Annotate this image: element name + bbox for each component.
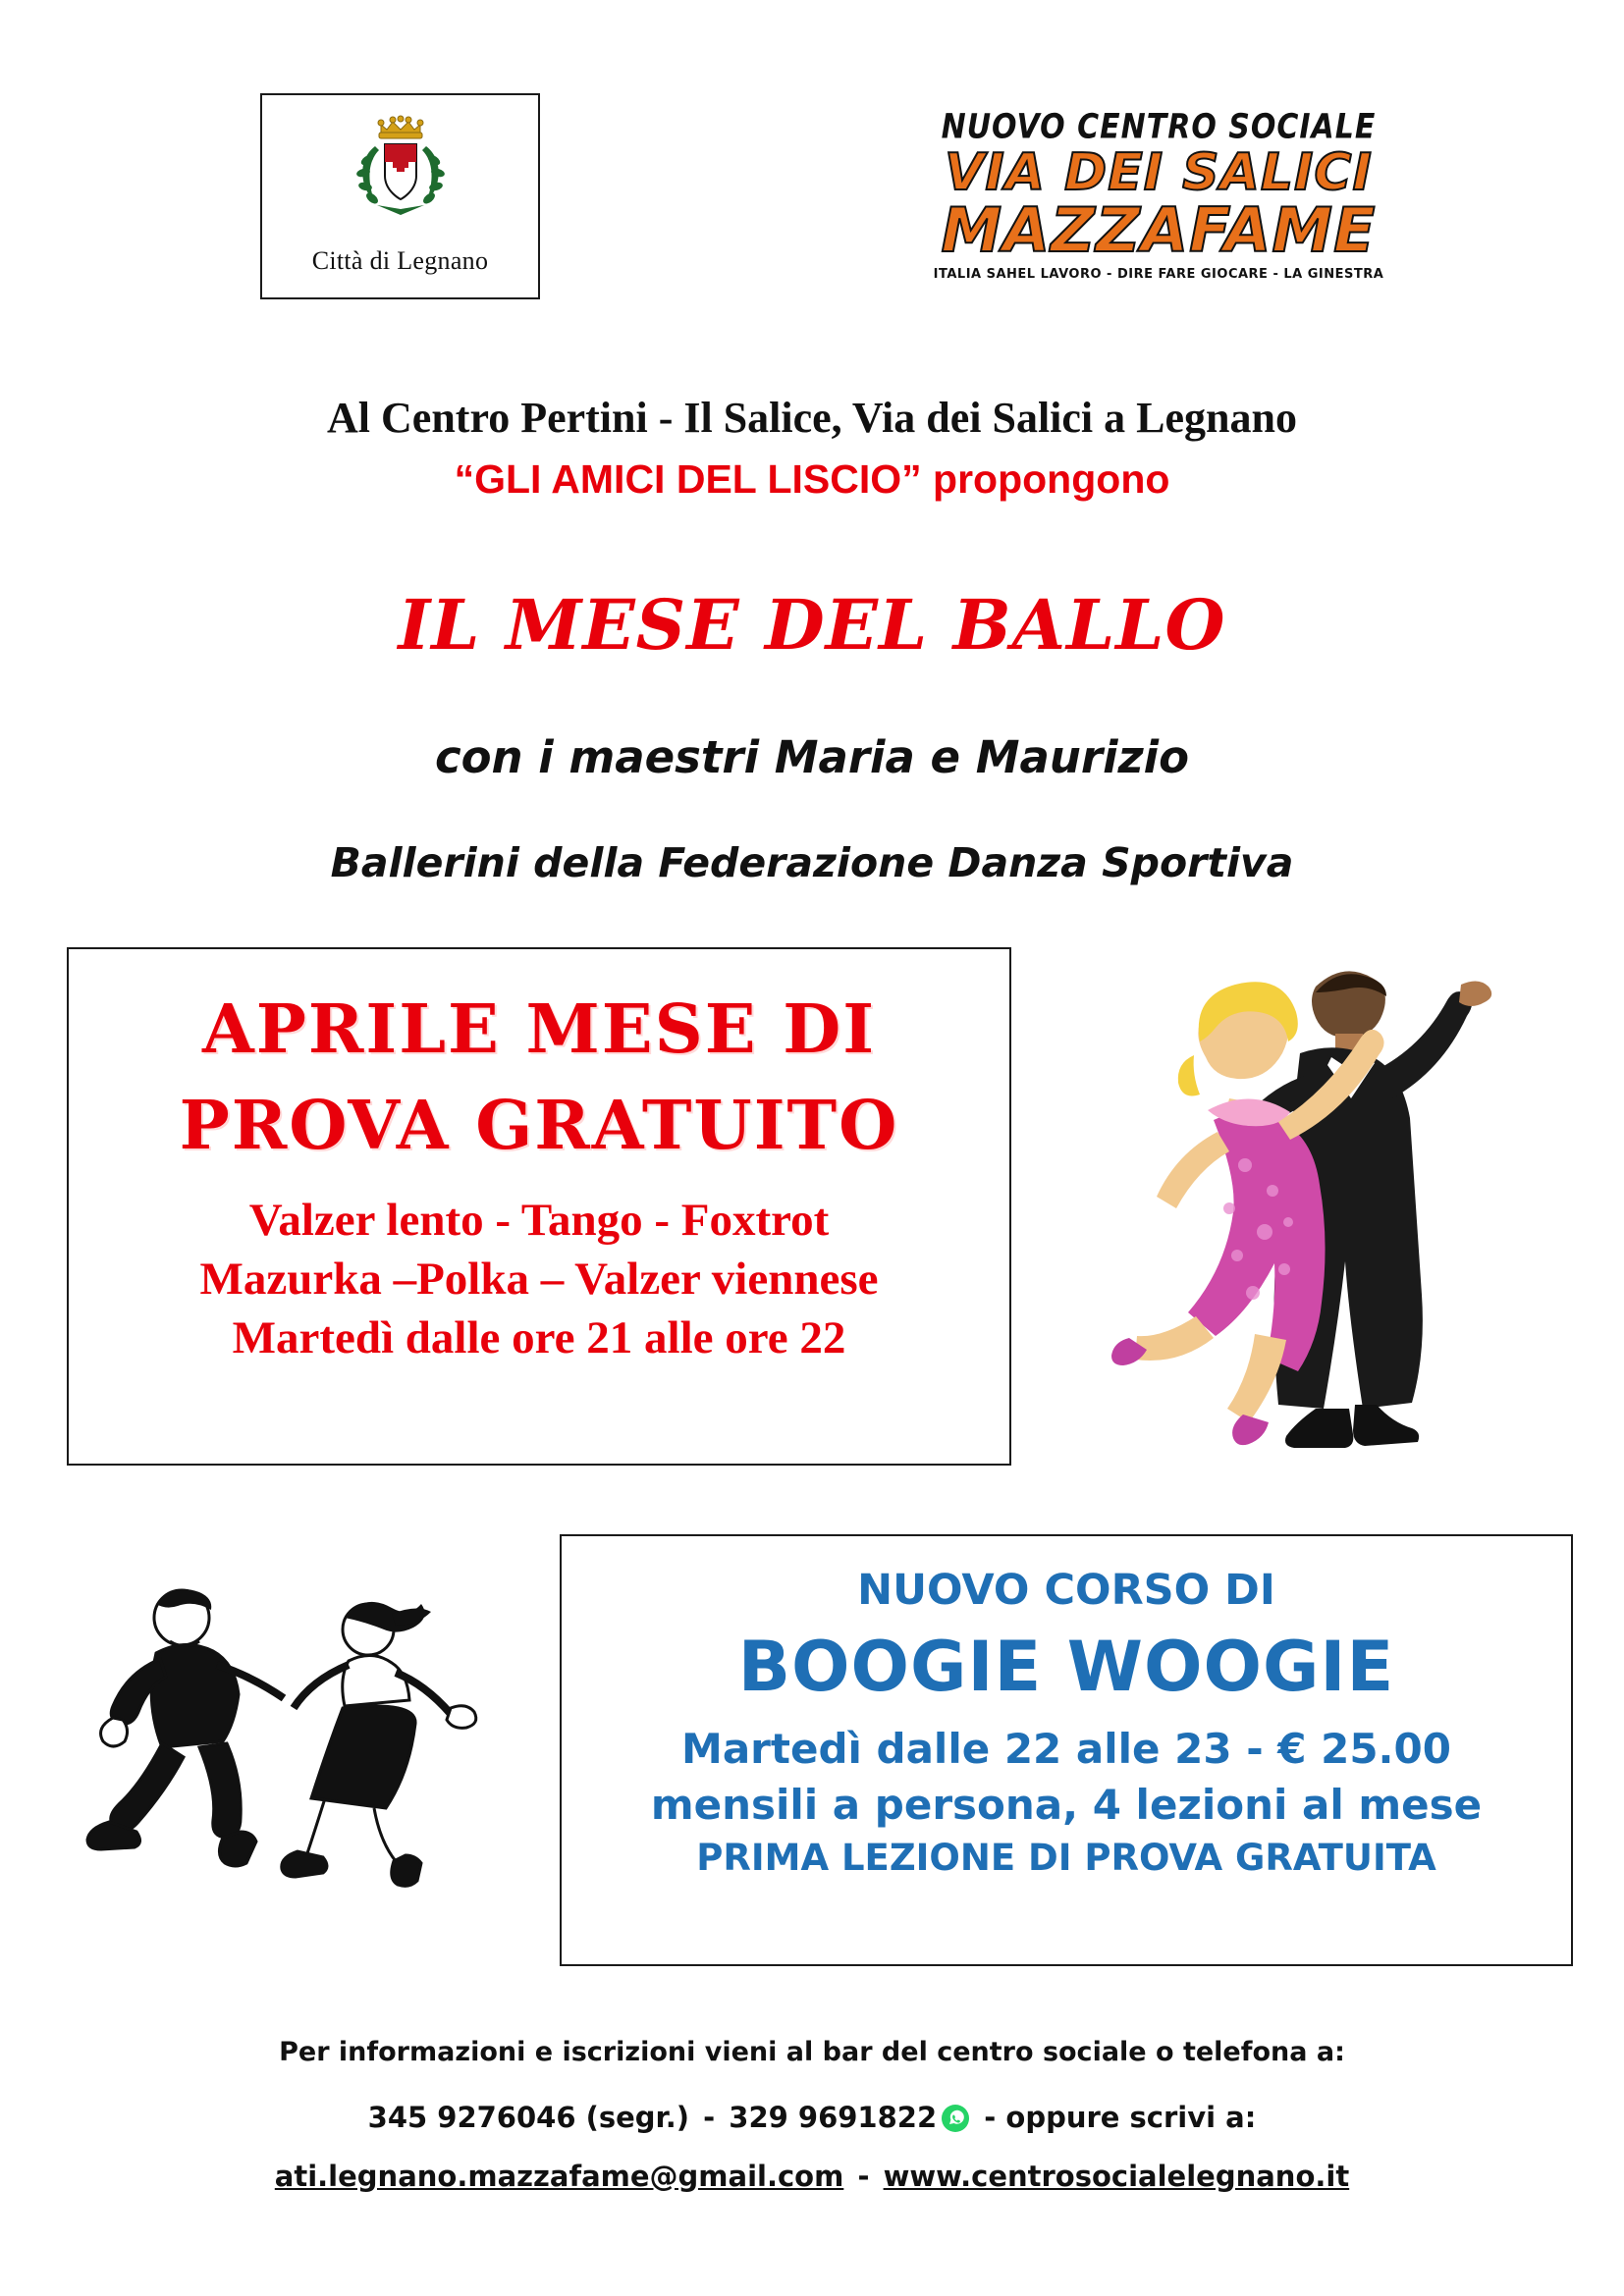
swing-couple-illustration (54, 1571, 565, 1983)
april-schedule: Martedì dalle ore 21 alle ore 22 (232, 1312, 846, 1364)
federation-heading: Ballerini della Federazione Danza Sportiva (330, 839, 1294, 886)
april-free-trial-box (67, 947, 1011, 1466)
page-title: IL MESE DEL BALLO (398, 584, 1226, 666)
boogie-course-box (560, 1534, 1573, 1966)
heraldic-crest-icon (332, 111, 469, 229)
footer-phones (0, 2101, 1624, 2140)
april-dances-2: Mazurka –Polka – Valzer viennese (199, 1254, 879, 1306)
footer-info-line: Per informazioni e iscrizioni vieni al bar del centro sociale o telefona a: (279, 2037, 1345, 2067)
center-logo-line1: NUOVO CENTRO SOCIALE (941, 107, 1377, 147)
whatsapp-icon (941, 2104, 970, 2140)
city-logo-caption: Città di Legnano (311, 246, 489, 275)
website-link[interactable]: www.centrosocialelegnano.it (883, 2160, 1350, 2193)
phone-2: 329 9691822 (729, 2101, 938, 2134)
boogie-schedule-price: Martedì dalle 22 alle 23 - € 25.00 (681, 1725, 1451, 1773)
center-logo-line2: VIA DEI SALICI (945, 143, 1373, 202)
contact-separator: - (857, 2160, 870, 2193)
phone-separator: - (703, 2101, 716, 2134)
boogie-line1: NUOVO CORSO DI (857, 1566, 1275, 1615)
april-line2: PROVA GRATUITO (179, 1087, 899, 1165)
teachers-heading: con i maestri Maria e Maurizio (434, 731, 1190, 783)
venue-heading: Al Centro Pertini - Il Salice, Via dei Salici a Legnano (327, 394, 1297, 442)
center-logo (913, 107, 1404, 282)
april-line1: APRILE MESE DI (201, 990, 877, 1069)
email-link[interactable]: ati.legnano.mazzafame@gmail.com (274, 2160, 844, 2193)
organizer-heading: “GLI AMICI DEL LISCIO” propongono (454, 456, 1170, 502)
boogie-monthly-info: mensili a persona, 4 lezioni al mese (650, 1781, 1483, 1829)
boogie-title: BOOGIE WOOGIE (737, 1627, 1395, 1707)
phone-1: 345 9276046 (segr.) (367, 2101, 689, 2134)
ballroom-couple-illustration (1021, 928, 1532, 1487)
city-logo-box (260, 93, 540, 299)
footer-contacts (0, 2160, 1624, 2193)
center-logo-line3: MAZZAFAME (941, 193, 1377, 266)
boogie-free-lesson: PRIMA LEZIONE DI PROVA GRATUITA (696, 1837, 1436, 1879)
april-dances-1: Valzer lento - Tango - Foxtrot (248, 1195, 830, 1246)
center-logo-line4: ITALIA SAHEL LAVORO - DIRE FARE GIOCARE - LA GINESTRA (933, 266, 1384, 282)
footer-after-phones: - oppure scrivi a: (984, 2101, 1257, 2134)
